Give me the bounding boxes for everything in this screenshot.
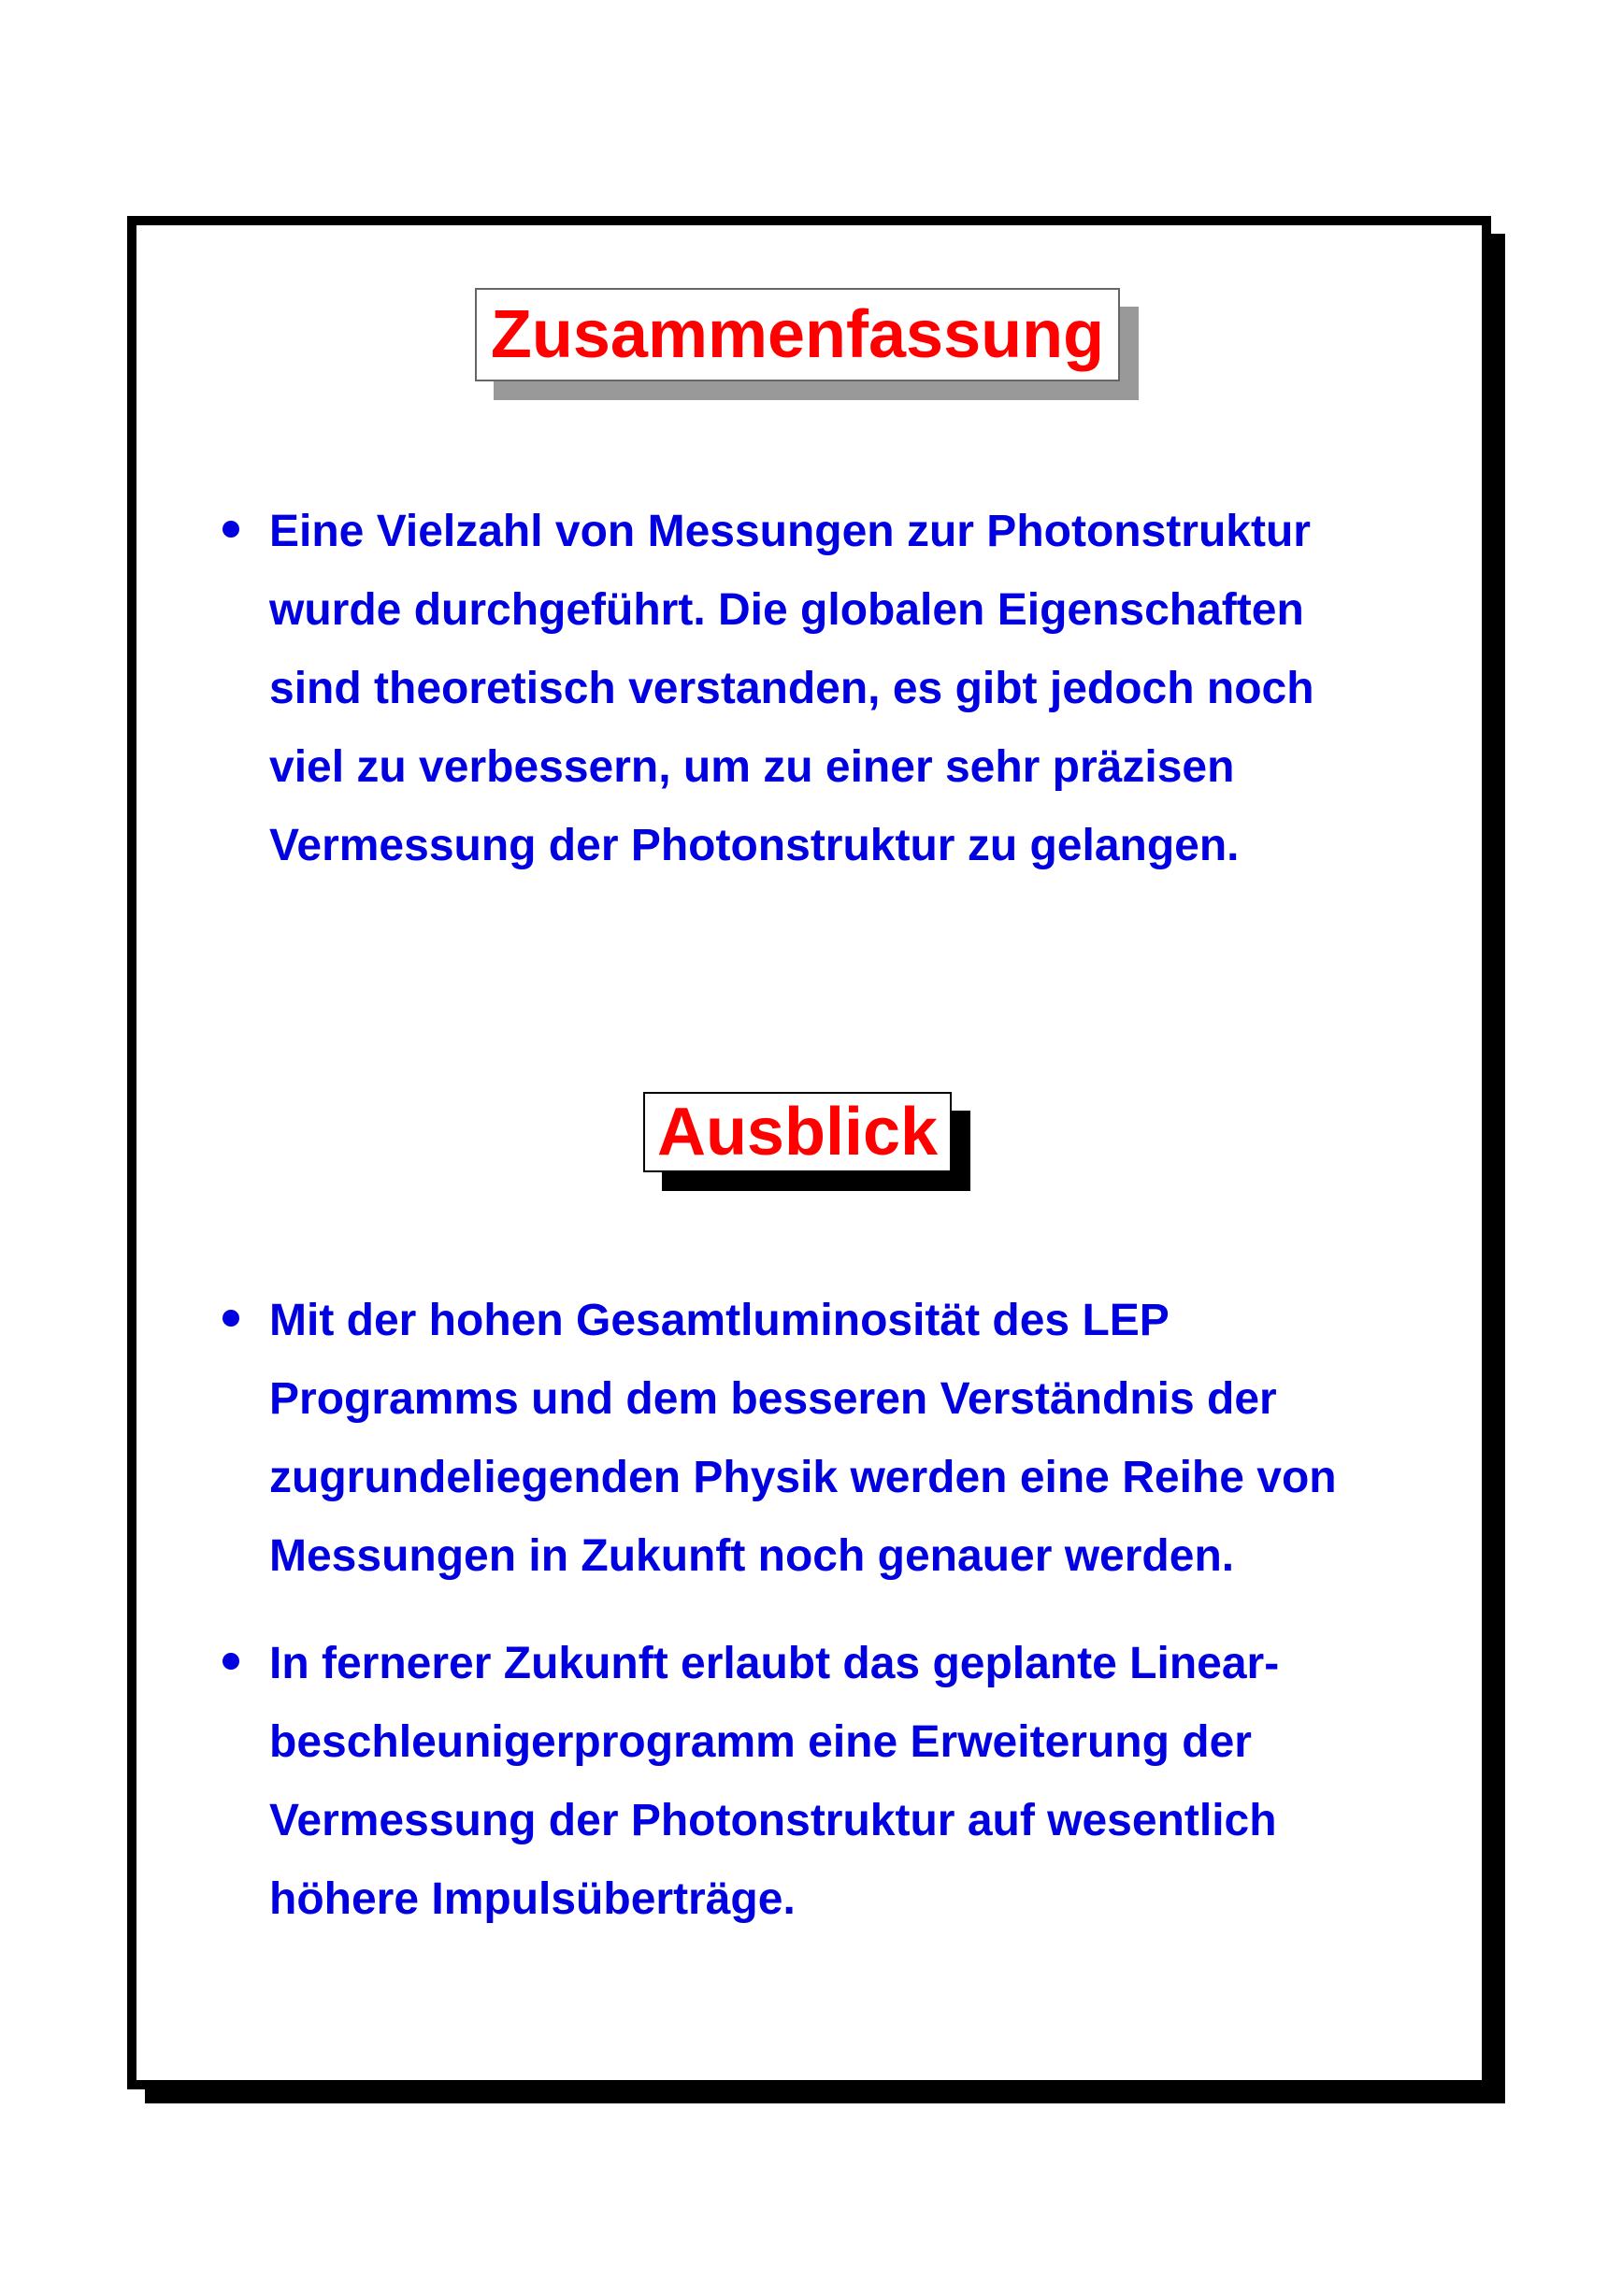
bullet-dot-icon xyxy=(222,1310,239,1327)
text-line: Programms und dem besseren Verständnis der xyxy=(269,1374,1277,1424)
outlook-bullet-1 xyxy=(222,1282,1391,1596)
summary-heading-box xyxy=(475,288,1120,381)
text-line: sind theoretisch verstanden, es gibt jedoch noch xyxy=(269,664,1314,713)
bullet-dot-icon xyxy=(222,521,239,538)
outlook-bullet-text xyxy=(269,1625,1391,1939)
text-line: In fernerer Zukunft erlaubt das geplante Linear- xyxy=(269,1639,1280,1688)
text-line: Vermessung der Photonstruktur auf wesentlich xyxy=(269,1796,1277,1845)
text-line: zugrundeliegenden Physik werden eine Reihe von xyxy=(269,1453,1337,1502)
text-line: Messungen in Zukunft noch genauer werden. xyxy=(269,1531,1235,1581)
text-line: Vermessung der Photonstruktur zu gelangen. xyxy=(269,821,1240,870)
text-line: wurde durchgeführt. Die globalen Eigenschaften xyxy=(269,585,1304,635)
outlook-bullet-2 xyxy=(222,1625,1391,1939)
outlook-bullet-text xyxy=(269,1282,1391,1596)
summary-heading-text: Zusammenfassung xyxy=(490,297,1105,372)
summary-bullet-text xyxy=(269,493,1391,885)
text-line: beschleunigerprogramm eine Erweiterung der xyxy=(269,1717,1252,1767)
text-line: viel zu verbessern, um zu einer sehr präzisen xyxy=(269,742,1235,792)
text-line: Mit der hohen Gesamtluminosität des LEP xyxy=(269,1296,1170,1345)
summary-bullet xyxy=(222,493,1391,885)
text-line: höhere Impulsüberträge. xyxy=(269,1874,796,1924)
text-line: Eine Vielzahl von Messungen zur Photonstruktur xyxy=(269,507,1311,556)
outlook-heading-text: Ausblick xyxy=(656,1095,939,1170)
bullet-dot-icon xyxy=(222,1653,239,1670)
outlook-heading-box xyxy=(643,1092,952,1172)
